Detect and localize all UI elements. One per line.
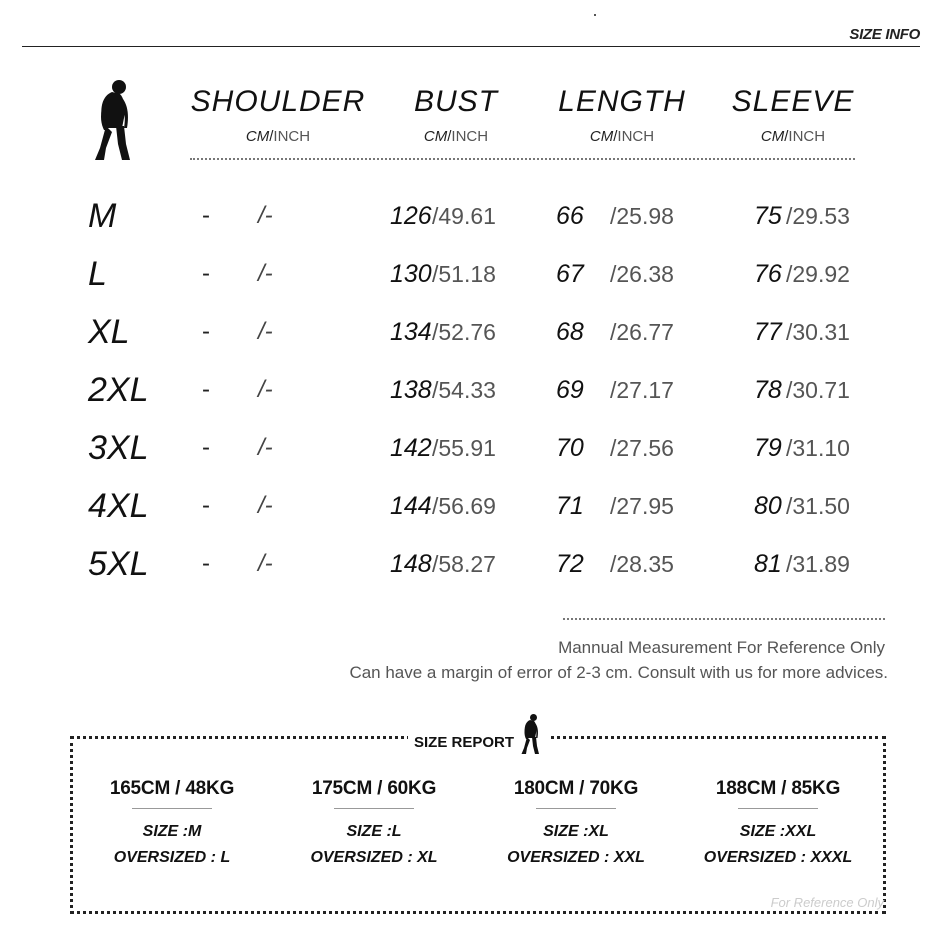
margin-of-error-note: Can have a margin of error of 2-3 cm. Consult with us for more advices. [349, 663, 888, 682]
shoulder-inch: /- [258, 550, 273, 577]
shoulder-inch: /- [258, 492, 273, 519]
bust-cm: 126 [390, 202, 432, 230]
size-label: 3XL [88, 429, 149, 467]
height-weight: 175CM / 60KG [311, 778, 437, 799]
length-inch: /25.98 [610, 203, 674, 229]
size-label: 2XL [88, 371, 149, 409]
size-label: L [88, 255, 107, 293]
column-header-length [532, 86, 712, 145]
shoulder-cm: - [202, 434, 210, 461]
recommended-size: SIZE :XL [543, 823, 609, 840]
table-row [0, 484, 950, 528]
sleeve-cm: 77 [754, 318, 782, 346]
shoulder-inch: /- [258, 376, 273, 403]
sleeve-inch: /30.71 [786, 377, 850, 403]
table-row [0, 194, 950, 238]
size-label: XL [88, 313, 130, 351]
column-header-shoulder [188, 86, 368, 145]
measurement-note: Mannual Measurement For Reference Only [558, 638, 885, 657]
recommended-size: SIZE :L [346, 823, 402, 840]
size-report-item [678, 778, 878, 871]
header-dotted-divider [190, 158, 855, 160]
oversized-size: OVERSIZED : XXL [507, 849, 645, 866]
length-inch: /27.17 [610, 377, 674, 403]
item-divider [334, 808, 414, 809]
oversized-size: OVERSIZED : XXXL [703, 849, 853, 866]
length-cm: 70 [556, 434, 584, 462]
table-row [0, 368, 950, 412]
size-label: M [88, 197, 117, 235]
shoulder-inch: /- [258, 434, 273, 461]
column-title: LENGTH [558, 85, 686, 118]
height-weight: 165CM / 48KG [109, 778, 235, 799]
notes-dotted-divider [563, 618, 885, 620]
size-report-item [274, 778, 474, 871]
table-row [0, 310, 950, 354]
length-inch: /27.56 [610, 435, 674, 461]
sleeve-cm: 75 [754, 202, 782, 230]
size-report-heading [408, 712, 548, 756]
shoulder-cm: - [202, 376, 210, 403]
column-title: SLEEVE [731, 85, 855, 118]
column-header-sleeve [703, 86, 883, 145]
reference-only-footer: For Reference Only [770, 895, 884, 910]
length-inch: /28.35 [610, 551, 674, 577]
sleeve-inch: /29.53 [786, 203, 850, 229]
bust-cm: 142 [390, 434, 432, 462]
bust-inch: /51.18 [432, 261, 496, 287]
bust-cm: 144 [390, 492, 432, 520]
size-report-title: SIZE REPORT [414, 734, 515, 751]
table-row [0, 252, 950, 296]
length-cm: 69 [556, 376, 584, 404]
column-title: BUST [413, 85, 498, 118]
bust-inch: /58.27 [432, 551, 496, 577]
walking-ape-figure-icon [92, 78, 136, 162]
bust-inch: /56.69 [432, 493, 496, 519]
length-cm: 71 [556, 492, 584, 520]
bust-inch: /52.76 [432, 319, 496, 345]
size-label: 4XL [88, 487, 149, 525]
bust-cm: 134 [390, 318, 432, 346]
column-unit: CM/INCH [423, 128, 489, 145]
item-divider [132, 808, 212, 809]
shoulder-cm: - [202, 260, 210, 287]
shoulder-cm: - [202, 318, 210, 345]
length-inch: /27.95 [610, 493, 674, 519]
column-title: SHOULDER [190, 85, 366, 118]
column-unit: CM/INCH [589, 128, 655, 145]
size-label: 5XL [88, 545, 149, 583]
shoulder-cm: - [202, 550, 210, 577]
sleeve-cm: 78 [754, 376, 782, 404]
bust-inch: /55.91 [432, 435, 496, 461]
bust-cm: 148 [390, 550, 432, 578]
size-report-item [476, 778, 676, 871]
bust-inch: /54.33 [432, 377, 496, 403]
shoulder-inch: /- [258, 202, 273, 229]
sleeve-cm: 79 [754, 434, 782, 462]
table-row [0, 542, 950, 586]
column-unit: CM/INCH [245, 128, 311, 145]
length-inch: /26.77 [610, 319, 674, 345]
length-cm: 66 [556, 202, 584, 230]
sleeve-cm: 76 [754, 260, 782, 288]
header-divider [22, 46, 920, 47]
length-cm: 67 [556, 260, 584, 288]
length-cm: 68 [556, 318, 584, 346]
decorative-dot [594, 14, 596, 16]
recommended-size: SIZE :XXL [739, 823, 817, 840]
sleeve-cm: 80 [754, 492, 782, 520]
shoulder-cm: - [202, 492, 210, 519]
shoulder-inch: /- [258, 318, 273, 345]
recommended-size: SIZE :M [142, 823, 202, 840]
walking-ape-figure-icon [520, 712, 542, 756]
size-report-item [72, 778, 272, 871]
height-weight: 188CM / 85KG [715, 778, 841, 799]
oversized-size: OVERSIZED : L [113, 849, 231, 866]
shoulder-cm: - [202, 202, 210, 229]
item-divider [536, 808, 616, 809]
sleeve-inch: /29.92 [786, 261, 850, 287]
length-inch: /26.38 [610, 261, 674, 287]
shoulder-inch: /- [258, 260, 273, 287]
sleeve-cm: 81 [754, 550, 782, 578]
bust-cm: 130 [390, 260, 432, 288]
height-weight: 180CM / 70KG [513, 778, 639, 799]
oversized-size: OVERSIZED : XL [310, 849, 438, 866]
column-unit: CM/INCH [760, 128, 826, 145]
column-header-bust [366, 86, 546, 145]
sleeve-inch: /31.89 [786, 551, 850, 577]
sleeve-inch: /30.31 [786, 319, 850, 345]
size-info-title: SIZE INFO [849, 26, 920, 43]
sleeve-inch: /31.50 [786, 493, 850, 519]
length-cm: 72 [556, 550, 584, 578]
bust-inch: /49.61 [432, 203, 496, 229]
bust-cm: 138 [390, 376, 432, 404]
sleeve-inch: /31.10 [786, 435, 850, 461]
item-divider [738, 808, 818, 809]
table-row [0, 426, 950, 470]
